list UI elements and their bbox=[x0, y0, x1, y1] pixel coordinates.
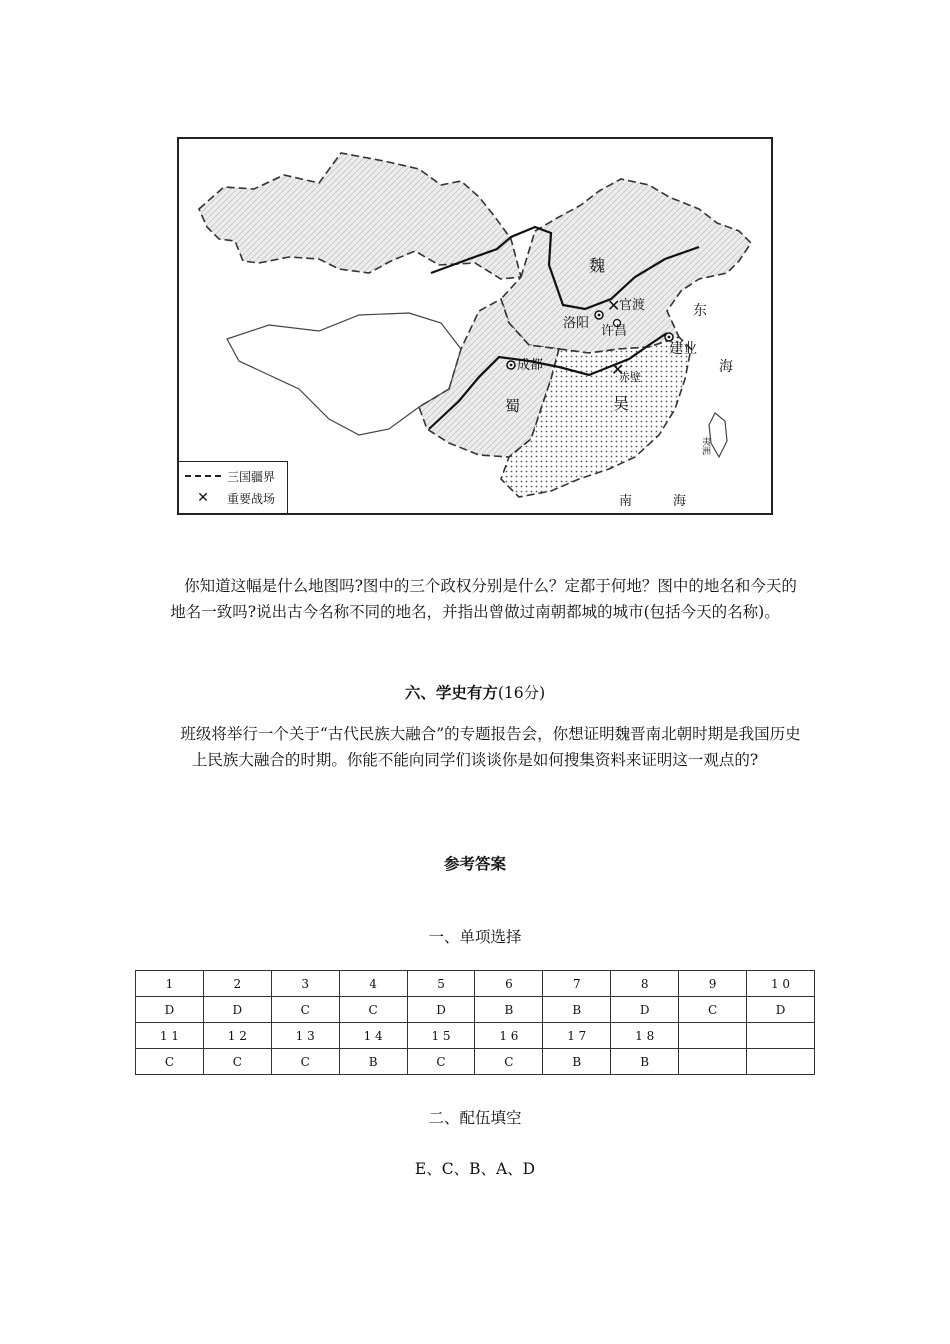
map-legend bbox=[179, 461, 288, 514]
label-chengdu: 成都 bbox=[517, 358, 544, 373]
table-cell: 1 3 bbox=[271, 1023, 339, 1049]
answer-table bbox=[135, 970, 815, 1075]
table-row bbox=[136, 971, 815, 997]
table-cell bbox=[679, 1049, 747, 1075]
table-cell: D bbox=[407, 997, 475, 1023]
table-cell: B bbox=[611, 1049, 679, 1075]
table-cell: C bbox=[203, 1049, 271, 1075]
table-cell: C bbox=[339, 997, 407, 1023]
table-cell: 1 5 bbox=[407, 1023, 475, 1049]
part-two-title: 二、配伍填空 bbox=[428, 1109, 522, 1127]
dashed-line-icon bbox=[185, 475, 221, 477]
table-cell: C bbox=[136, 1049, 204, 1075]
table-cell: B bbox=[543, 1049, 611, 1075]
table-cell: 9 bbox=[679, 971, 747, 997]
label-south-sea-2: 海 bbox=[673, 494, 687, 509]
label-south-sea-1: 南 bbox=[619, 494, 633, 509]
answers-title: 参考答案 bbox=[443, 855, 506, 873]
table-cell: 5 bbox=[407, 971, 475, 997]
label-east-sea-2: 海 bbox=[719, 359, 733, 375]
table-cell: 1 4 bbox=[339, 1023, 407, 1049]
table-cell: C bbox=[271, 1049, 339, 1075]
table-cell: 1 7 bbox=[543, 1023, 611, 1049]
svg-text:✕: ✕ bbox=[607, 296, 621, 315]
table-cell: B bbox=[543, 997, 611, 1023]
label-yizhou: 夷洲 bbox=[700, 437, 710, 455]
label-xuchang: 许昌 bbox=[601, 324, 628, 339]
part-one-title: 一、单项选择 bbox=[428, 928, 522, 946]
table-cell: 6 bbox=[475, 971, 543, 997]
table-cell: 1 0 bbox=[747, 971, 815, 997]
table-cell bbox=[679, 1023, 747, 1049]
taiwan-island bbox=[709, 413, 727, 457]
part-two-answer: E、C、B、A、D bbox=[414, 1160, 536, 1178]
label-chibi: 赤壁 bbox=[619, 371, 641, 384]
table-cell: D bbox=[136, 997, 204, 1023]
table-cell: C bbox=[475, 1049, 543, 1075]
table-cell: 1 1 bbox=[136, 1023, 204, 1049]
table-cell: D bbox=[747, 997, 815, 1023]
table-cell: 1 6 bbox=[475, 1023, 543, 1049]
table-row bbox=[136, 1049, 815, 1075]
table-cell: 1 8 bbox=[611, 1023, 679, 1049]
label-guandu: 官渡 bbox=[619, 298, 646, 313]
table-cell: B bbox=[339, 1049, 407, 1075]
table-row bbox=[136, 997, 815, 1023]
legend-battle: ✕ 重要战场 bbox=[185, 488, 275, 508]
label-jianye: 建业 bbox=[669, 341, 697, 357]
table-cell: C bbox=[679, 997, 747, 1023]
cross-icon: ✕ bbox=[197, 490, 209, 506]
northern-region bbox=[199, 153, 521, 279]
table-cell bbox=[747, 1023, 815, 1049]
label-shu: 蜀 bbox=[505, 397, 521, 415]
map-drawing bbox=[179, 139, 771, 513]
svg-text:✕: ✕ bbox=[611, 360, 625, 379]
label-luoyang: 洛阳 bbox=[563, 316, 590, 331]
table-cell: 4 bbox=[339, 971, 407, 997]
table-cell: 7 bbox=[543, 971, 611, 997]
table-cell bbox=[747, 1049, 815, 1075]
table-cell: C bbox=[271, 997, 339, 1023]
table-cell: 3 bbox=[271, 971, 339, 997]
table-cell: 1 2 bbox=[203, 1023, 271, 1049]
label-wei: 魏 bbox=[589, 256, 606, 275]
table-cell: D bbox=[611, 997, 679, 1023]
legend-boundary: 三国疆界 bbox=[185, 466, 275, 486]
three-kingdoms-map bbox=[177, 137, 773, 515]
label-wu: 吴 bbox=[613, 394, 630, 413]
table-cell: B bbox=[475, 997, 543, 1023]
label-east-sea-1: 东 bbox=[693, 303, 707, 319]
table-cell: 1 bbox=[136, 971, 204, 997]
table-row bbox=[136, 1023, 815, 1049]
table-cell: 2 bbox=[203, 971, 271, 997]
section-six-paragraph: 班级将举行一个关于“古代民族大融合”的专题报告会，你想证明魏晋南北朝时期是我国历史上民族大融合的时期。你能不能向同学们谈谈你是如何搜集资料来证明这一观点的? bbox=[180, 725, 801, 769]
table-cell: D bbox=[203, 997, 271, 1023]
table-cell: 8 bbox=[611, 971, 679, 997]
question-paragraph: 你知道这幅是什么地图吗?图中的三个政权分别是什么？定都于何地？图中的地名和今天的地名一致吗?说出古今名称不同的地名，并指出曾做过南朝都城的城市(包括今天的名称)。 bbox=[170, 577, 797, 621]
section-six-heading: 六、学史有方(16分) bbox=[404, 684, 546, 702]
table-cell: C bbox=[407, 1049, 475, 1075]
